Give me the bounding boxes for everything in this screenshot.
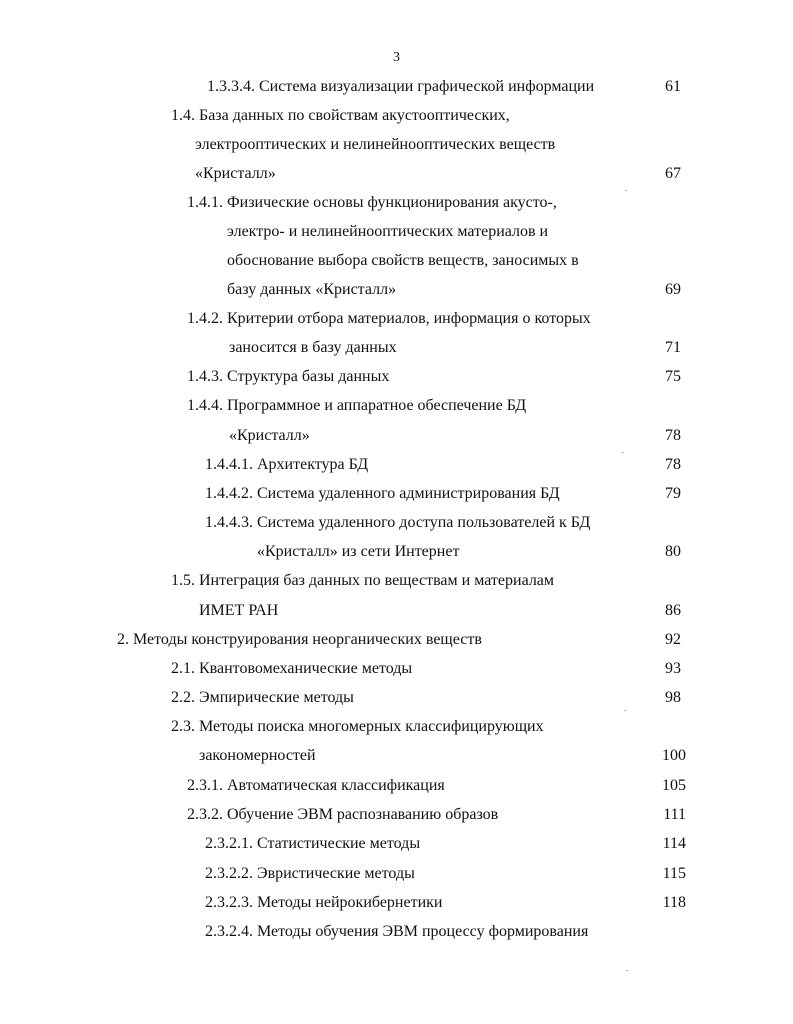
toc-entry-text: заносится в базу данных xyxy=(229,339,397,356)
toc-entry-text: закономерностей xyxy=(199,747,316,764)
toc-entry-text: 2.3.2.3. Методы нейрокибернетики xyxy=(205,894,443,911)
toc-entry-text: 1.4. База данных по свойствам акустооптических, xyxy=(171,107,510,124)
toc-entry-page: 79 xyxy=(665,485,681,502)
toc-entry-text: 2.3.1. Автоматическая классификация xyxy=(187,777,445,794)
scan-speck xyxy=(626,970,628,971)
toc-entry-page: 71 xyxy=(665,339,681,356)
toc-entry-page: 115 xyxy=(662,865,686,882)
toc-entry-text: 1.5. Интеграция баз данных по веществам и материалам xyxy=(171,572,555,589)
toc-entry-text: «Кристалл» из сети Интернет xyxy=(257,543,460,560)
toc-entry-page: 75 xyxy=(665,368,681,385)
toc-entry-text: электрооптических и нелинейнооптических веществ xyxy=(195,136,556,153)
toc-entry-text: 2. Методы конструирования неорганических веществ xyxy=(117,631,482,648)
scan-speck xyxy=(622,452,624,453)
toc-entry-page: 92 xyxy=(665,631,681,648)
toc-entry-page: 78 xyxy=(665,427,681,444)
scan-speck xyxy=(625,190,627,191)
toc-entry-page: 111 xyxy=(663,806,686,823)
toc-entry-text: «Кристалл» xyxy=(195,165,276,182)
toc-entry-page: 100 xyxy=(662,747,686,764)
toc-entry-page: 98 xyxy=(665,689,681,706)
toc-entry-page: 69 xyxy=(665,281,681,298)
toc-entry-page: 105 xyxy=(662,777,686,794)
toc-entry-text: 2.3.2.2. Эвристические методы xyxy=(205,865,415,882)
toc-entry-page: 67 xyxy=(665,165,681,182)
toc-entry-text: 2.1. Квантовомеханические методы xyxy=(171,660,413,677)
toc-entry-text: 1.4.4.3. Система удаленного доступа пользователей к БД xyxy=(205,514,591,531)
toc-entry-page: 61 xyxy=(665,78,681,95)
toc-entry-text: базу данных «Кристалл» xyxy=(227,281,397,298)
toc-entry-text: 1.3.3.4. Система визуализации графической информации xyxy=(207,78,595,95)
toc-entry-text: 1.4.3. Структура базы данных xyxy=(187,368,390,385)
toc-entry-page: 80 xyxy=(665,543,681,560)
toc-entry-page: 118 xyxy=(662,894,686,911)
toc-entry-page: 114 xyxy=(662,835,686,852)
toc-entry-text: 2.3.2.1. Статистические методы xyxy=(205,835,421,852)
toc-entry-text: 2.3.2. Обучение ЭВМ распознаванию образов xyxy=(187,806,499,823)
toc-entry-text: электро- и нелинейнооптических материалов и xyxy=(227,223,549,240)
page-number: 3 xyxy=(393,50,400,65)
toc-entry-text: 1.4.4. Программное и аппаратное обеспечение БД xyxy=(187,397,527,414)
toc-entry-text: 1.4.4.2. Система удаленного администрирования БД xyxy=(205,485,560,502)
toc-entry-text: 1.4.1. Физические основы функционирования акусто-, xyxy=(187,194,557,211)
scan-speck xyxy=(624,710,626,711)
toc-entry-page: 86 xyxy=(665,602,681,619)
toc-entry-text: «Кристалл» xyxy=(229,427,310,444)
toc-entry-text: 2.3. Методы поиска многомерных классифицирующих xyxy=(171,718,544,735)
toc-entry-text: 1.4.4.1. Архитектура БД xyxy=(205,456,369,473)
toc-entry-text: 2.3.2.4. Методы обучения ЭВМ процессу формирования xyxy=(205,923,589,940)
toc-entry-text: ИМЕТ РАН xyxy=(199,602,279,619)
toc-entry-text: обоснование выбора свойств веществ, заносимых в xyxy=(227,252,579,269)
toc-entry-page: 93 xyxy=(665,660,681,677)
toc-entry-text: 2.2. Эмпирические методы xyxy=(171,689,354,706)
toc-entry-page: 78 xyxy=(665,456,681,473)
toc-entry-text: 1.4.2. Критерии отбора материалов, информация о которых xyxy=(187,310,591,327)
